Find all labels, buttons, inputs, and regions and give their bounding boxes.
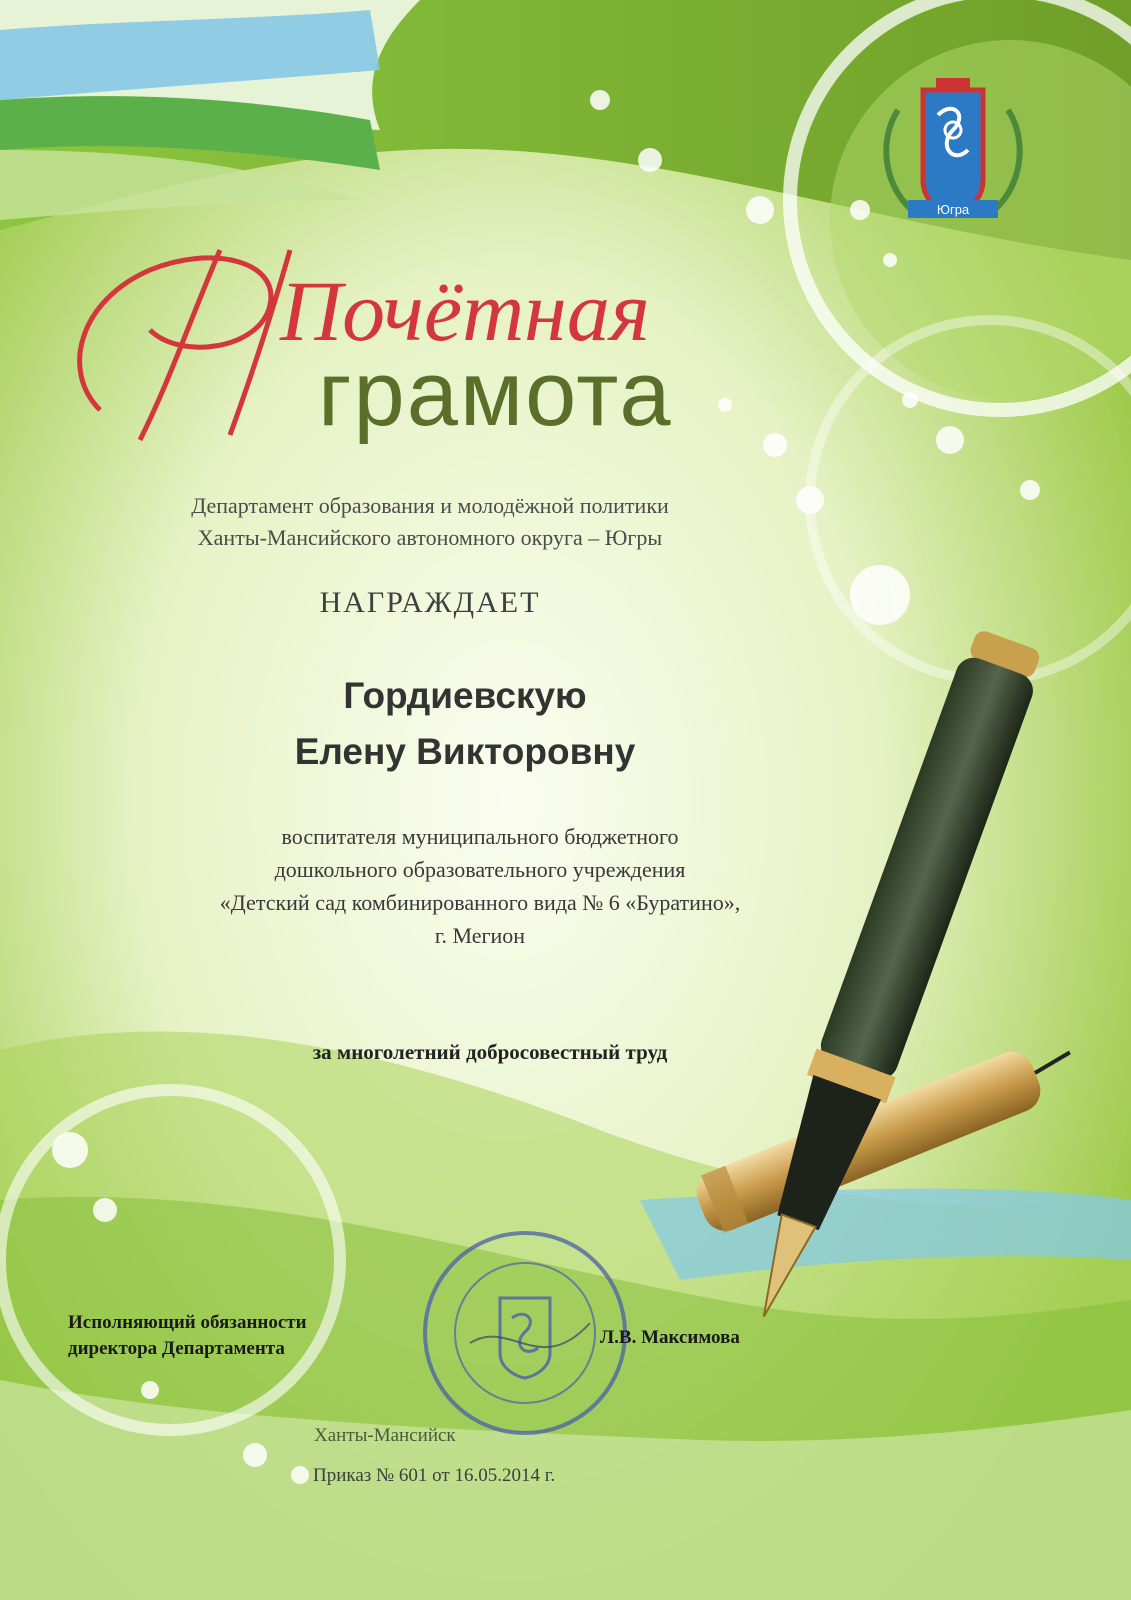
recipient-name-line-1: Гордиевскую xyxy=(343,675,587,716)
signer-title-line-2: директора Департамента xyxy=(68,1338,285,1359)
award-reason: за многолетний добросовестный труд xyxy=(312,1040,668,1064)
issue-city: Ханты-Мансийск xyxy=(314,1425,456,1446)
department-line-2: Ханты-Мансийского автономного округа – Югры xyxy=(197,525,663,550)
position-line-3: «Детский сад комбинированного вида № 6 «Буратино», xyxy=(219,890,741,915)
title-script: Почётная xyxy=(280,263,650,359)
signer-title-line-1: Исполняющий обязанности xyxy=(68,1312,307,1333)
signer-title xyxy=(68,1310,307,1362)
position-line-1: воспитателя муниципального бюджетного xyxy=(281,824,679,849)
position-line-2: дошкольного образовательного учреждения xyxy=(274,857,686,882)
ugra-coat-of-arms-icon xyxy=(878,70,1028,230)
title-word: грамота xyxy=(318,343,673,445)
position-line-4: г. Мегион xyxy=(434,923,526,948)
order-reference: Приказ № 601 от 16.05.2014 г. xyxy=(313,1465,556,1486)
department-line-1: Департамент образования и молодёжной политики xyxy=(191,493,669,518)
fountain-pen-illustration xyxy=(660,620,1110,1380)
department-block xyxy=(40,490,820,554)
awards-heading: НАГРАЖДАЕТ xyxy=(319,586,541,619)
official-seal-icon xyxy=(420,1228,630,1438)
signer-name: Л.В. Максимова xyxy=(600,1327,740,1348)
emblem-label: Югра xyxy=(936,202,970,217)
recipient-name-line-2: Елену Викторовну xyxy=(294,731,636,772)
